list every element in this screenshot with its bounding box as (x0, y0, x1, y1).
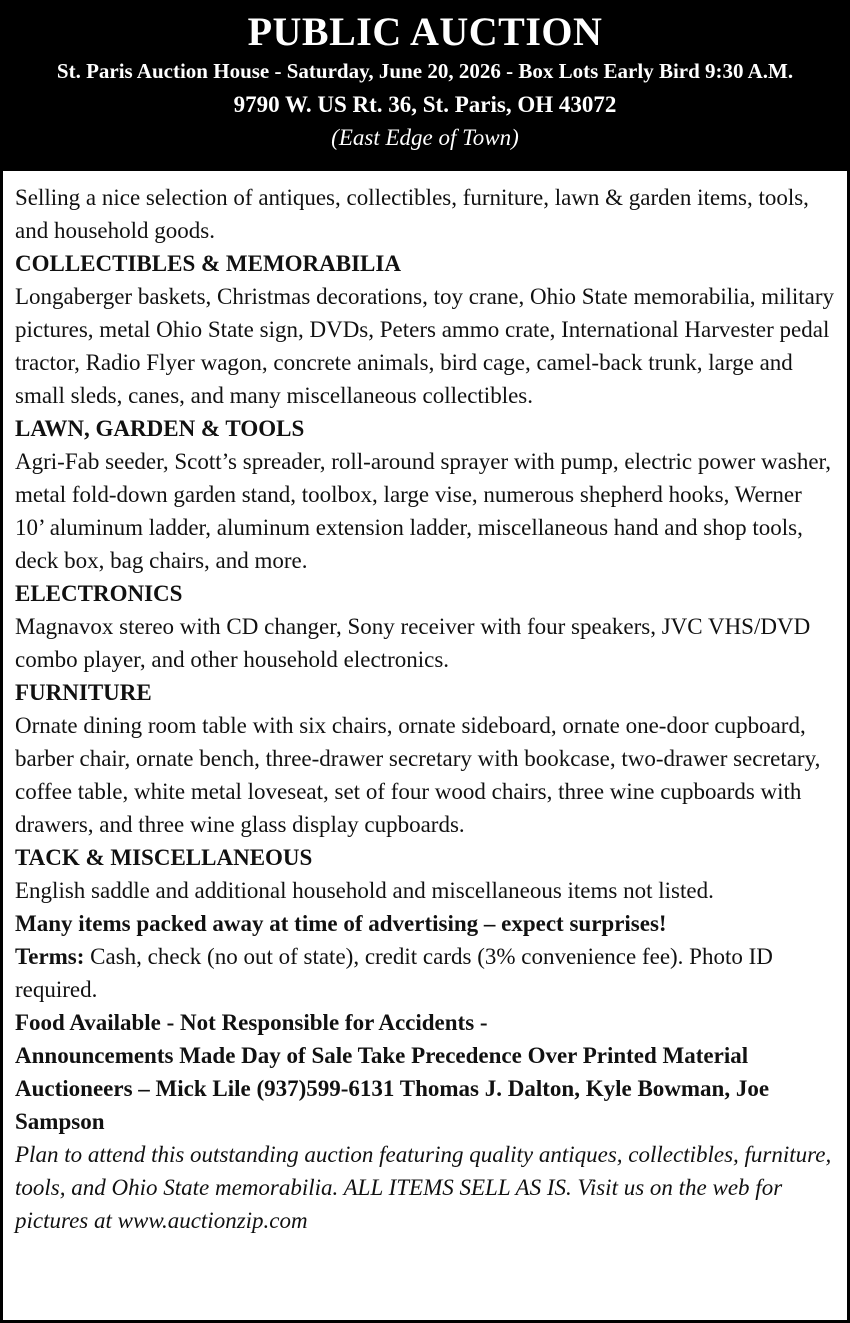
terms-paragraph (15, 940, 835, 1006)
address-line: 9790 W. US Rt. 36, St. Paris, OH 43072 (233, 92, 617, 117)
ad-title: PUBLIC AUCTION (247, 9, 603, 54)
section-heading-lawn-garden-tools: LAWN, GARDEN & TOOLS (15, 416, 305, 441)
announcements-line: Announcements Made Day of Sale Take Precedence Over Printed Material (15, 1043, 749, 1068)
section-text-lawn-garden-tools: Agri-Fab seeder, Scott’s spreader, roll-around sprayer with pump, electric power washer, metal fold-down garden stand, toolbox, large vise, numerous shepherd hooks, Werner 10’ aluminum ladder, aluminum extension ladder, miscellaneous hand and shop tools, deck box, bag chairs, and more. (15, 449, 832, 573)
surprise-notice: Many items packed away at time of advertising – expect surprises! (15, 911, 667, 936)
location-note: (East Edge of Town) (331, 125, 519, 150)
terms-label: Terms: (15, 944, 85, 969)
food-line: Food Available - Not Responsible for Accidents - (15, 1010, 488, 1035)
section-text-tack-misc: English saddle and additional household and miscellaneous items not listed. (15, 878, 714, 903)
intro-text: Selling a nice selection of antiques, collectibles, furniture, lawn & garden items, tools, and household goods. (15, 185, 809, 243)
auctioneers-line: Auctioneers – Mick Lile (937)599-6131 Thomas J. Dalton, Kyle Bowman, Joe Sampson (15, 1076, 770, 1134)
section-heading-furniture: FURNITURE (15, 680, 152, 705)
section-text-furniture: Ornate dining room table with six chairs, ornate sideboard, ornate one-door cupboard, barber chair, ornate bench, three-drawer secretary with bookcase, two-drawer secretary, coffee table, white metal loveseat, set of four wood chairs, three wine cupboards with drawers, and three wine glass display cupboards. (15, 713, 821, 837)
section-heading-tack-misc: TACK & MISCELLANEOUS (15, 845, 313, 870)
location-date-line: St. Paris Auction House - Saturday, June 20, 2026 - Box Lots Early Bird 9:30 A.M. (56, 59, 794, 83)
closing-text: Plan to attend this outstanding auction featuring quality antiques, collectibles, furniture, tools, and Ohio State memorabilia. ALL ITEMS SELL AS IS. Visit us on the web for pictures at www.auctionzip.com (15, 1142, 832, 1233)
section-text-electronics: Magnavox stereo with CD changer, Sony receiver with four speakers, JVC VHS/DVD combo player, and other household electronics. (15, 614, 811, 672)
section-heading-collectibles: COLLECTIBLES & MEMORABILIA (15, 251, 401, 276)
ad-body (3, 171, 847, 1237)
section-heading-electronics: ELECTRONICS (15, 581, 183, 606)
section-text-collectibles: Longaberger baskets, Christmas decorations, toy crane, Ohio State memorabilia, military pictures, metal Ohio State sign, DVDs, Peters ammo crate, International Harvester pedal tractor, Radio Flyer wagon, concrete animals, bird cage, camel-back trunk, large and small sleds, canes, and many miscellaneous collectibles. (15, 284, 835, 408)
terms-text: Cash, check (no out of state), credit cards (3% convenience fee). Photo ID required. (15, 944, 773, 1002)
ad-header (3, 3, 847, 171)
